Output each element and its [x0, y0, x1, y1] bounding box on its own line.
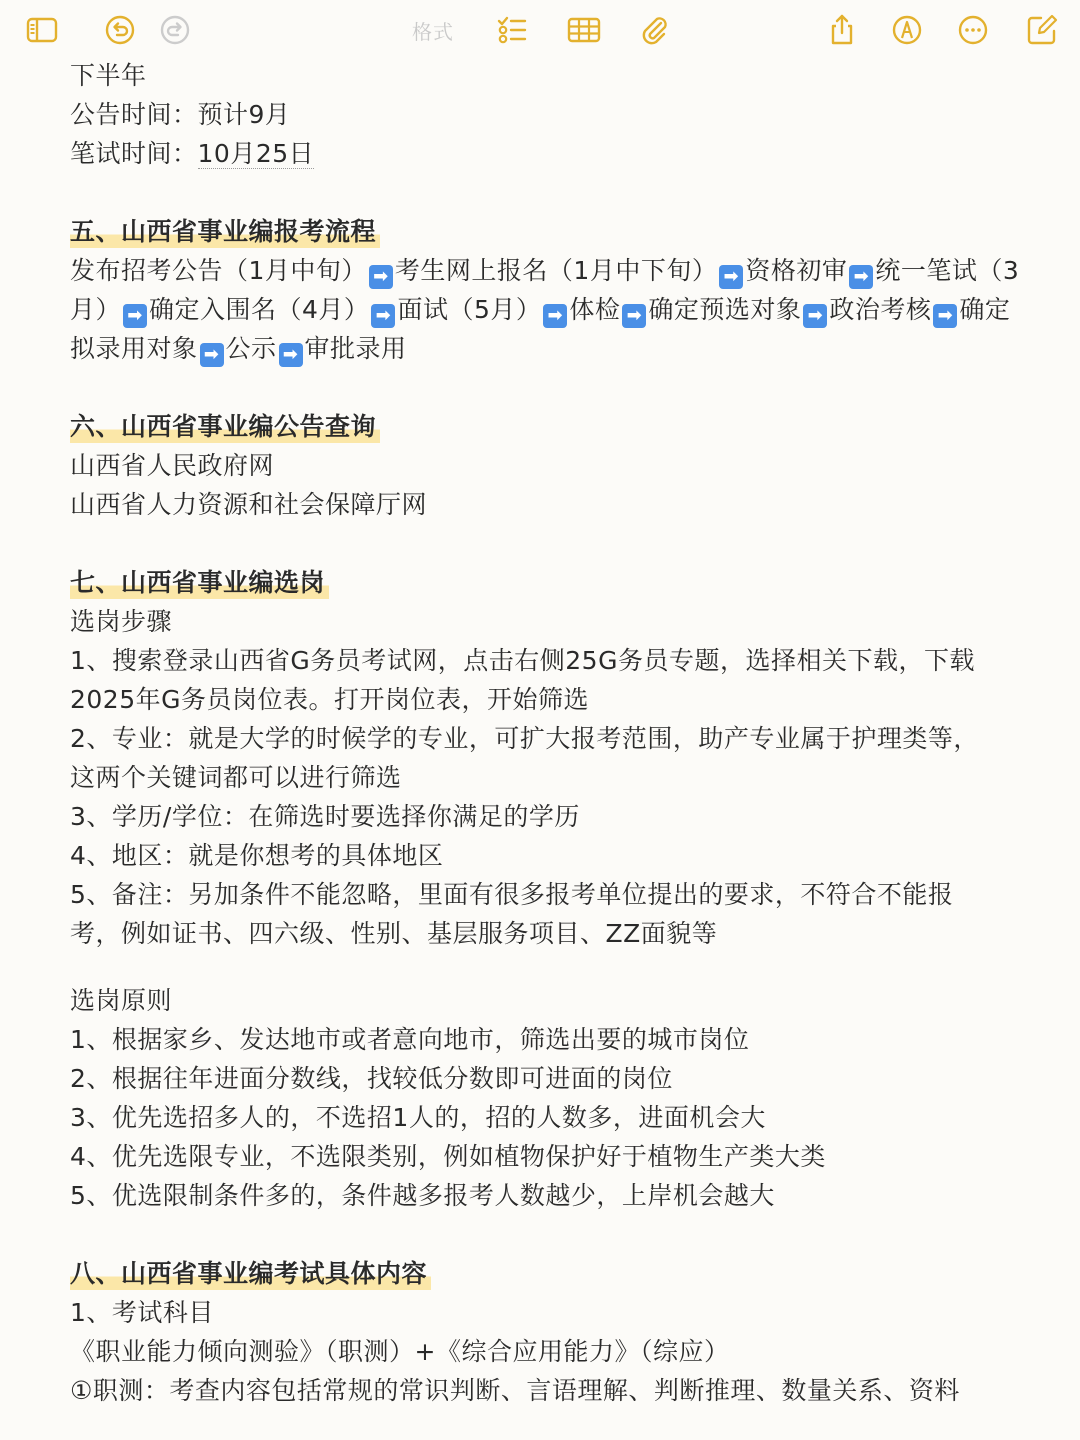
flow-step: 发布招考公告（1月中旬） [70, 256, 367, 285]
text-line: ①职测：考查内容包括常规的常识判断、言语理解、判断推理、数量关系、资料 [70, 1376, 960, 1405]
arrow-right-icon: ➡ [543, 304, 567, 328]
arrow-right-icon: ➡ [803, 304, 827, 328]
text-line: 1、搜索登录山西省G务员考试网，点击右侧25G务员专题，选择相关下载，下载 [70, 646, 975, 675]
section-heading-line [70, 1254, 1020, 1293]
flow-step: 公示 [225, 334, 277, 363]
section-heading: 五、山西省事业编报考流程 [70, 212, 380, 251]
text-line: 2025年G务员岗位表。打开岗位表，开始筛选 [70, 685, 589, 714]
arrow-right-icon: ➡ [849, 265, 873, 289]
section-heading: 七、山西省事业编选岗 [70, 563, 329, 602]
arrow-right-icon: ➡ [719, 265, 743, 289]
attachment-icon[interactable] [636, 12, 672, 48]
text-line: 4、地区：就是你想考的具体地区 [70, 841, 444, 870]
blank-line [70, 953, 1020, 981]
text-line: 3、学历/学位：在筛选时要选择你满足的学历 [70, 802, 580, 831]
text-line: 选岗原则 [70, 986, 173, 1015]
note-toolbar [0, 0, 1080, 58]
text-line: 山西省人力资源和社会保障厅网 [70, 490, 428, 519]
more-icon[interactable] [955, 12, 991, 48]
flow-step: 资格初审 [745, 256, 848, 285]
text-line: 山西省人民政府网 [70, 451, 275, 480]
text-line: 1、考试科目 [70, 1298, 214, 1327]
text-span: 笔试时间： [70, 139, 198, 168]
text-line: 5、备注：另加条件不能忽略，里面有很多报考单位提出的要求，不符合不能报 [70, 880, 954, 909]
arrow-right-icon: ➡ [369, 265, 393, 289]
text-line: 考，例如证书、四六级、性别、基层服务项目、ZZ面貌等 [70, 919, 718, 948]
section-heading: 六、山西省事业编公告查询 [70, 407, 380, 446]
checklist-icon[interactable] [494, 12, 530, 48]
text-line: 下半年 [70, 61, 147, 90]
section-heading-line [70, 407, 1020, 446]
flow-step: 考生网上报名（1月中下旬） [394, 256, 718, 285]
text-line: 这两个关键词都可以进行筛选 [70, 763, 402, 792]
blank-line [70, 524, 1020, 563]
flow-step: 面试（5月） [397, 295, 542, 324]
blank-line [70, 368, 1020, 407]
text-line: 公告时间：预计9月 [70, 100, 291, 129]
arrow-right-icon: ➡ [279, 343, 303, 367]
arrow-right-icon: ➡ [200, 343, 224, 367]
flow-line [70, 329, 1020, 368]
flow-step: 审批录用 [304, 334, 407, 363]
flow-step: 政治考核 [829, 295, 932, 324]
table-icon[interactable] [566, 12, 602, 48]
text-line: 1、根据家乡、发达地市或者意向地市，筛选出要的城市岗位 [70, 1025, 750, 1054]
detected-date-link[interactable]: 10月25日 [197, 139, 315, 168]
flow-step: 月） [70, 295, 122, 324]
text-line: 2、根据往年进面分数线，找较低分数即可进面的岗位 [70, 1064, 673, 1093]
undo-icon[interactable] [102, 12, 138, 48]
section-heading: 八、山西省事业编考试具体内容 [70, 1254, 431, 1293]
blank-line [70, 1215, 1020, 1254]
arrow-right-icon: ➡ [371, 304, 395, 328]
compose-icon[interactable] [1024, 12, 1060, 48]
markup-icon[interactable] [889, 12, 925, 48]
flow-step: 确定入围名（4月） [149, 295, 370, 324]
flow-line [70, 251, 1020, 290]
sidebar-icon[interactable] [24, 12, 60, 48]
text-line: 《职业能力倾向测验》（职测）+《综合应用能力》（综应） [70, 1337, 730, 1366]
text-line: 选岗步骤 [70, 607, 173, 636]
section-heading-line [70, 563, 1020, 602]
flow-step: 体检 [569, 295, 621, 324]
text-line: 3、优先选招多人的，不选招1人的，招的人数多，进面机会大 [70, 1103, 766, 1132]
redo-icon[interactable] [157, 12, 193, 48]
note-body[interactable] [70, 56, 1020, 1410]
text-line: 2、专业：就是大学的时候学的专业，可扩大报考范围，助产专业属于护理类等， [70, 724, 979, 753]
section-heading-line [70, 212, 1020, 251]
flow-line [70, 290, 1020, 329]
arrow-right-icon: ➡ [123, 304, 147, 328]
flow-step: 确定 [959, 295, 1011, 324]
text-line: 5、优选限制条件多的，条件越多报考人数越少，上岸机会越大 [70, 1181, 775, 1210]
flow-step: 确定预选对象 [648, 295, 802, 324]
arrow-right-icon: ➡ [622, 304, 646, 328]
flow-step: 拟录用对象 [70, 334, 198, 363]
text-line [70, 134, 1020, 173]
arrow-right-icon: ➡ [933, 304, 957, 328]
share-icon[interactable] [824, 12, 860, 48]
text-line: 4、优先选限专业，不选限类别，例如植物保护好于植物生产类大类 [70, 1142, 826, 1171]
flow-step: 统一笔试（3 [875, 256, 1020, 285]
format-button[interactable]: 格式 [412, 20, 454, 44]
blank-line [70, 173, 1020, 212]
